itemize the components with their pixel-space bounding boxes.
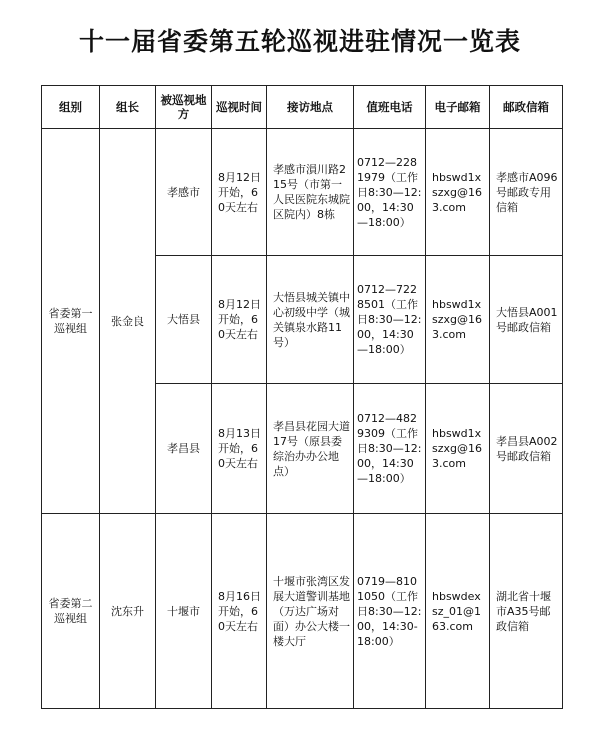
phone-cell: 0712—7228501（工作日8:30—12:00，14:30—18:00） — [354, 256, 426, 384]
time-cell: 8月12日开始，60天左右 — [212, 129, 267, 256]
location-cell: 孝感市溳川路215号（市第一人民医院东城院区院内）8栋 — [267, 129, 354, 256]
location-cell: 十堰市张湾区发展大道警训基地（万达广场对面）办公大楼一楼大厅 — [267, 514, 354, 709]
email-cell: hbswd1xszxg@163.com — [426, 129, 490, 256]
place-cell: 孝昌县 — [156, 384, 212, 514]
header-row — [42, 86, 563, 129]
header-leader: 组长 — [100, 86, 156, 129]
time-cell: 8月12日开始，60天左右 — [212, 256, 267, 384]
phone-cell: 0712—2281979（工作日8:30—12:00，14:30—18:00） — [354, 129, 426, 256]
header-mailbox: 邮政信箱 — [490, 86, 563, 129]
group-name: 省委第二巡视组 — [42, 514, 100, 709]
header-phone: 值班电话 — [354, 86, 426, 129]
place-cell: 十堰市 — [156, 514, 212, 709]
phone-cell: 0712—4829309（工作日8:30—12:00，14:30—18:00） — [354, 384, 426, 514]
header-place: 被巡视地方 — [156, 86, 212, 129]
group-leader: 张金良 — [100, 129, 156, 514]
header-location: 接访地点 — [267, 86, 354, 129]
email-cell: hbswd1xszxg@163.com — [426, 256, 490, 384]
mailbox-cell: 湖北省十堰市A35号邮政信箱 — [490, 514, 563, 709]
place-cell: 孝感市 — [156, 129, 212, 256]
time-cell: 8月16日开始，60天左右 — [212, 514, 267, 709]
email-cell: hbswd1xszxg@163.com — [426, 384, 490, 514]
email-cell: hbswdexsz_01@163.com — [426, 514, 490, 709]
mailbox-cell: 大悟县A001号邮政信箱 — [490, 256, 563, 384]
location-cell: 孝昌县花园大道17号（原县委综治办办公地点） — [267, 384, 354, 514]
group-name: 省委第一巡视组 — [42, 129, 100, 514]
table-row — [42, 514, 563, 709]
inspection-table — [41, 85, 563, 709]
group-leader: 沈东升 — [100, 514, 156, 709]
table-row — [42, 129, 563, 256]
mailbox-cell: 孝昌县A002号邮政信箱 — [490, 384, 563, 514]
header-time: 巡视时间 — [212, 86, 267, 129]
phone-cell: 0719—8101050（工作日8:30—12:00，14:30-18:00） — [354, 514, 426, 709]
header-email: 电子邮箱 — [426, 86, 490, 129]
place-cell: 大悟县 — [156, 256, 212, 384]
header-group: 组别 — [42, 86, 100, 129]
location-cell: 大悟县城关镇中心初级中学（城关镇泉水路11号） — [267, 256, 354, 384]
time-cell: 8月13日开始，60天左右 — [212, 384, 267, 514]
mailbox-cell: 孝感市A096号邮政专用信箱 — [490, 129, 563, 256]
page-title: 十一届省委第五轮巡视进驻情况一览表 — [78, 27, 521, 56]
